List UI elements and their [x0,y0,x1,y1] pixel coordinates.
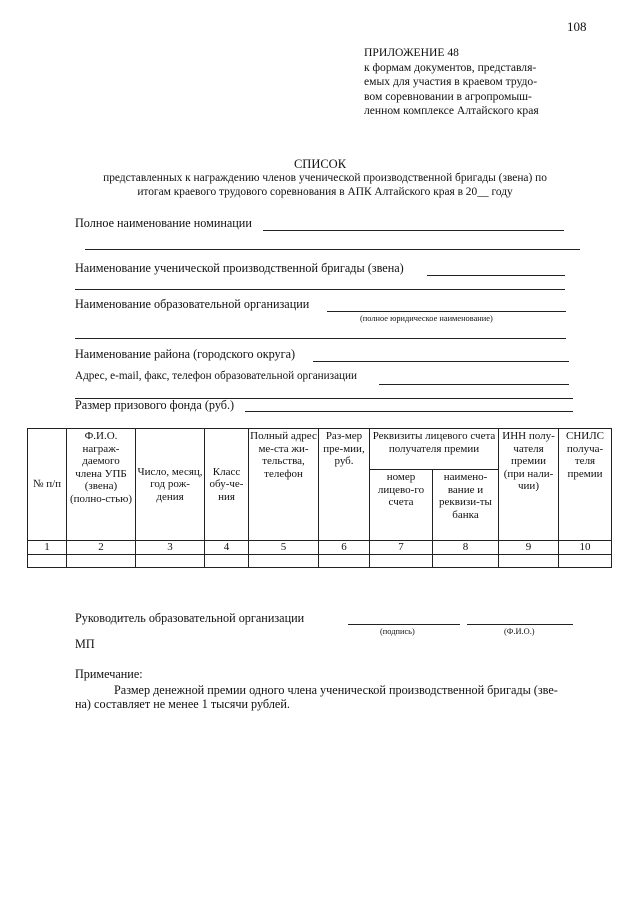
appendix-line: вом соревновании в агропромыш- [364,89,532,103]
signature-label: Руководитель образовательной организации [75,611,305,625]
appendix-line: к формам документов, представля- [364,60,537,74]
column-number: 9 [499,541,559,555]
table-cell[interactable] [559,555,612,568]
table-cell[interactable] [28,555,67,568]
table-cell[interactable] [67,555,136,568]
address-input-line[interactable] [379,384,569,385]
stamp-label: МП [75,637,95,651]
table-cell[interactable] [319,555,370,568]
note-heading: Примечание: [75,667,143,681]
district-input-line[interactable] [313,361,569,362]
district-label: Наименование района (городского округа) [75,347,296,361]
nomination-input-line[interactable] [263,230,564,231]
prize-fund-input-line[interactable] [245,411,573,412]
table-cell[interactable] [136,555,205,568]
address-label: Адрес, e-mail, факс, телефон образовательной организации [75,370,358,382]
organization-label: Наименование образовательной организации [75,297,310,311]
table-number-row [28,541,612,555]
signature-line[interactable] [348,624,460,625]
prize-fund-label: Размер призового фонда (руб.) [75,398,235,412]
appendix-line: ПРИЛОЖЕНИЕ 48 [364,46,459,59]
note-line: Размер денежной премии одного члена ученической производственной бригады (зве- [114,683,558,697]
header-col-snils: СНИЛС получа-теля премии [559,429,612,541]
members-table [27,428,612,568]
column-number: 5 [249,541,319,555]
header-col-inn: ИНН полу-чателя премии (при нали-чии) [499,429,559,541]
name-line[interactable] [467,624,573,625]
column-number: 2 [67,541,136,555]
header-col-account-number: номер лицево-го счета [370,470,433,541]
column-number: 8 [433,541,499,555]
document-title: СПИСОК [293,157,347,171]
appendix-line: емых для участия в краевом трудо- [364,75,538,88]
header-col-prize: Раз-мер пре-мии, руб. [319,429,370,541]
header-col-number: № п/п [28,429,67,541]
header-col-bank: наимено-вание и реквизи-ты банка [433,470,499,541]
page-number: 108 [567,19,587,34]
document-subtitle [60,172,590,199]
appendix-block [364,46,576,119]
brigade-input-line-2[interactable] [75,289,565,290]
header-col-class: Класс обу-че-ния [205,429,249,541]
column-number: 7 [370,541,433,555]
column-number: 4 [205,541,249,555]
subtitle-line: представленных к награждению членов ученической производственной бригады (звена) по [103,172,547,184]
appendix-line: ленном комплексе Алтайского края [364,104,539,117]
column-number: 1 [28,541,67,555]
brigade-input-line[interactable] [427,275,565,276]
header-col-fio: Ф.И.О. награж-даемого члена УПБ (звена) (полно-стью) [67,429,136,541]
table-cell[interactable] [249,555,319,568]
table-cell[interactable] [499,555,559,568]
nomination-label: Полное наименование номинации [75,216,252,230]
nomination-input-line-2[interactable] [85,249,580,250]
table-cell[interactable] [205,555,249,568]
signature-caption: (подпись) [380,627,415,636]
table-cell[interactable] [433,555,499,568]
name-caption: (Ф.И.О.) [504,627,535,636]
brigade-label: Наименование ученической производственной бригады (звена) [75,261,404,275]
header-col-address: Полный адрес ме-ста жи-тельства, телефон [249,429,319,541]
column-number: 10 [559,541,612,555]
organization-input-line[interactable] [327,311,566,312]
table-row [28,555,612,568]
column-number: 6 [319,541,370,555]
header-col-birthdate: Число, месяц, год рож-дения [136,429,205,541]
subtitle-line: итогам краевого трудового соревнования в АПК Алтайского края в 20__ году [137,185,513,198]
note-line: на) составляет не менее 1 тысячи рублей. [75,697,290,711]
column-number: 3 [136,541,205,555]
organization-caption: (полное юридическое наименование) [360,314,493,323]
organization-input-line-2[interactable] [75,338,566,339]
table-cell[interactable] [370,555,433,568]
table-header-row [28,429,612,470]
header-col-account-group: Реквизиты лицевого счета получателя премии [370,429,499,470]
